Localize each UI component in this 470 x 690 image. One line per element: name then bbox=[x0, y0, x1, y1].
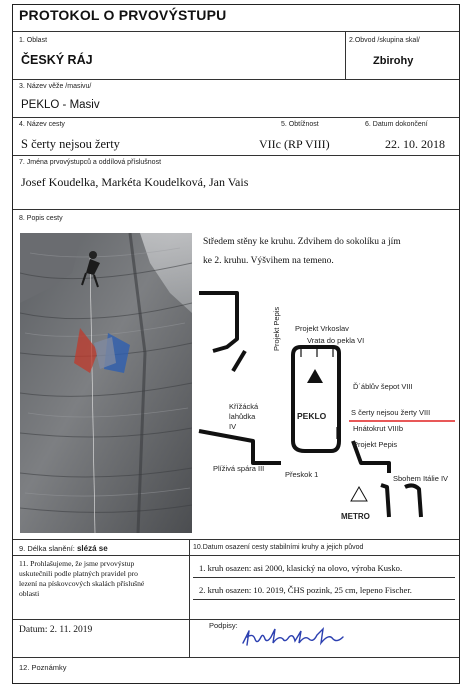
description-label: 8. Popis cesty bbox=[19, 215, 63, 222]
map-label-vrata-do-pekla: Vrata do pekla VI bbox=[307, 336, 365, 345]
date-label: Datum: bbox=[19, 625, 48, 635]
divider bbox=[13, 79, 459, 80]
area-value: ČESKÝ RÁJ bbox=[21, 53, 93, 67]
divider bbox=[13, 657, 459, 658]
description-text bbox=[203, 233, 459, 271]
route-value: S čerty nejsou žerty bbox=[21, 137, 120, 151]
tower-value: PEKLO - Masiv bbox=[21, 99, 100, 111]
signature-label: Podpisy: bbox=[209, 621, 238, 630]
declaration-line-2: uskutečnili podle platných pravidel pro bbox=[19, 569, 138, 578]
map-label-krizacka-1: Křížácká bbox=[229, 402, 259, 411]
declaration-line-1: 11. Prohlašujeme, že jsme prvovýstup bbox=[19, 559, 135, 568]
map-label-sbohem: Sbohem Itálie IV bbox=[393, 474, 449, 483]
divider bbox=[13, 31, 459, 32]
map-label-peklo: PEKLO bbox=[297, 411, 327, 421]
map-label-s-certy: S čerty nejsou žerty VIII bbox=[351, 408, 431, 417]
date-done-label: 6. Datum dokončení bbox=[365, 121, 428, 128]
district-label: 2.Obvod /skupina skal/ bbox=[349, 37, 420, 44]
divider bbox=[13, 539, 459, 540]
peklo-summit-triangle bbox=[307, 369, 323, 383]
map-block-left-tick bbox=[233, 351, 245, 371]
district-value: Zbirohy bbox=[373, 55, 414, 67]
divider bbox=[13, 619, 459, 620]
map-label-projekt-pepis-bottom: Projekt Pepis bbox=[353, 440, 398, 449]
bolts-line-1: 1. kruh osazen: asi 2000, klasický na olovo, výroba Kusko. bbox=[199, 563, 403, 573]
map-label-metro: METRO bbox=[341, 512, 370, 521]
descent-value: slézá se bbox=[76, 544, 108, 553]
notes-label: 12. Poznámky bbox=[19, 663, 67, 672]
route-photo-image bbox=[20, 233, 192, 533]
signature-image bbox=[239, 625, 359, 651]
route-label: 4. Název cesty bbox=[19, 121, 65, 128]
map-block-left-bottom bbox=[199, 431, 281, 463]
map-label-projekt-pepis-top: Projekt Pepis bbox=[272, 306, 281, 351]
map-label-krizacka-2: lahůdka bbox=[229, 412, 256, 421]
tower-label: 3. Název věže /masivu/ bbox=[19, 83, 92, 90]
divider bbox=[189, 539, 190, 619]
difficulty-value: VIIc (RP VIII) bbox=[259, 137, 330, 151]
descent-label-text: 9. Délka slanění: bbox=[19, 544, 75, 553]
divider bbox=[13, 155, 459, 156]
map-label-dablu-sepot: Ď´áblův šepot VIII bbox=[353, 382, 413, 391]
divider bbox=[13, 117, 459, 118]
map-peklo-block bbox=[293, 347, 339, 451]
declaration-line-4: oblasti bbox=[19, 589, 40, 598]
date-done-value: 22. 10. 2018 bbox=[385, 137, 445, 151]
map-label-preskok: Přeskok 1 bbox=[285, 470, 319, 479]
date-field bbox=[19, 625, 92, 635]
page-title: PROTOKOL O PRVOVÝSTUPU bbox=[19, 7, 227, 23]
descent-label bbox=[19, 544, 108, 553]
divider bbox=[13, 209, 459, 210]
protocol-form bbox=[12, 4, 460, 684]
divider bbox=[13, 555, 459, 556]
climbers-value: Josef Koudelka, Markéta Koudelková, Jan Vais bbox=[21, 175, 249, 189]
declaration-line-3: lezení na pískovcových skalách příslušné bbox=[19, 579, 145, 588]
description-line-1: Středem stěny ke kruhu. Zdvihem do sokolíku a jím bbox=[203, 237, 401, 247]
divider bbox=[193, 577, 455, 578]
divider bbox=[193, 599, 455, 600]
map-label-plziva-spara: Plíživá spára III bbox=[213, 464, 265, 473]
bolts-line-2: 2. kruh osazen: 10. 2019, ČHS pozink, 25 cm, lepeno Fischer. bbox=[199, 585, 412, 595]
divider bbox=[189, 619, 190, 657]
map-label-krizacka-3: IV bbox=[229, 422, 237, 431]
map-block-left-top bbox=[199, 293, 237, 351]
divider bbox=[345, 31, 346, 79]
map-label-projekt-vrkoslav: Projekt Vrkoslav bbox=[295, 324, 349, 333]
map-block-right-lower bbox=[381, 485, 389, 517]
declaration bbox=[19, 559, 187, 599]
route-photo bbox=[20, 233, 192, 533]
date-value: 2. 11. 2019 bbox=[49, 625, 93, 635]
map-label-hnatokrut: Hnátokrut VIIIb bbox=[353, 424, 404, 433]
map-block-far-right bbox=[405, 485, 421, 517]
route-map bbox=[193, 291, 459, 535]
climbers-label: 7. Jména prvovýstupců a oddílová příslušnost bbox=[19, 159, 162, 166]
bolts-label: 10.Datum osazení cesty stabilními kruhy a jejich původ bbox=[193, 544, 364, 551]
description-line-2: ke 2. kruhu. Výšvihem na temeno. bbox=[203, 256, 334, 266]
metro-summit-triangle bbox=[351, 487, 367, 501]
difficulty-label: 5. Obtížnost bbox=[281, 121, 319, 128]
area-label: 1. Oblast bbox=[19, 37, 48, 44]
